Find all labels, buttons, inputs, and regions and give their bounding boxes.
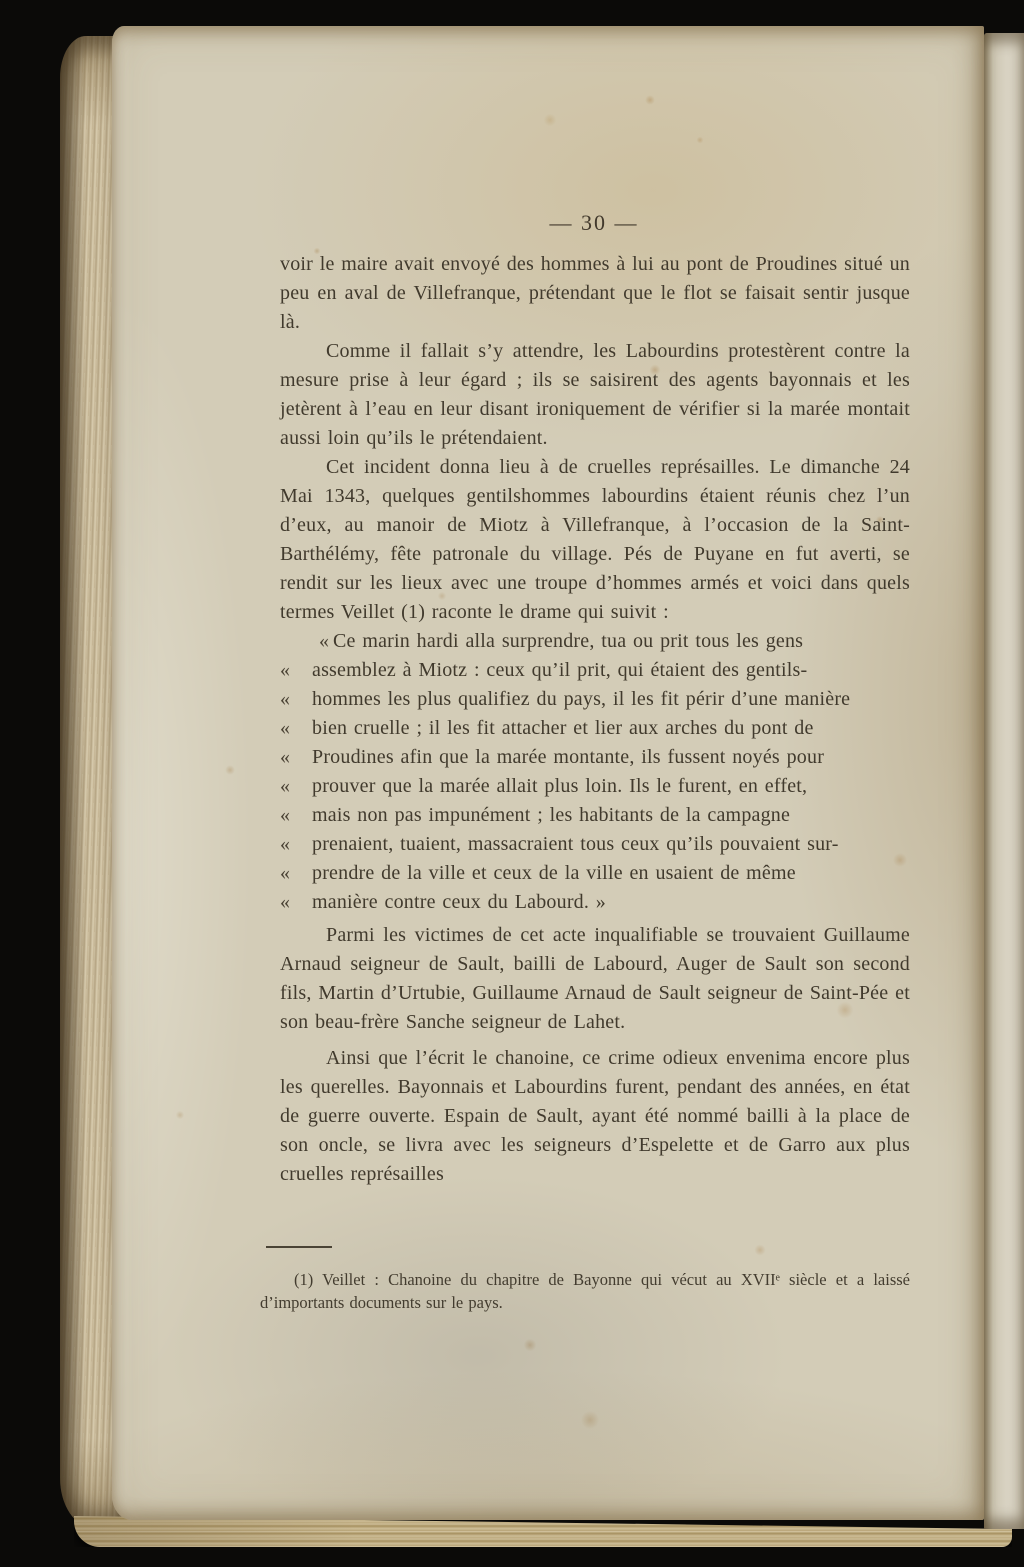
quotation-block	[280, 627, 910, 917]
quote-line	[280, 685, 910, 714]
quote-line-text: hommes les plus qualifiez du pays, il les fit périr d’une manière	[312, 688, 851, 710]
page-number: — 30 —	[549, 210, 639, 235]
quote-line	[280, 888, 910, 917]
bottom-page-edges	[74, 1516, 1012, 1547]
quote-line-text: Ce marin hardi alla surprendre, tua ou prit tous les gens	[333, 630, 804, 652]
quote-line-text: prouver que la marée allait plus loin. Ils le furent, en effet,	[312, 775, 808, 797]
book-page	[112, 26, 984, 1520]
footnote-separator	[266, 1246, 332, 1248]
guillemet-open-icon: «	[280, 746, 291, 768]
quote-line-text: assemblez à Miotz : ceux qu’il prit, qui étaient des gentils-	[312, 659, 808, 681]
guillemet-open-icon: «	[280, 891, 291, 913]
guillemet-open-icon: «	[280, 688, 291, 710]
adjacent-page-edge	[984, 33, 1024, 1529]
quote-line	[280, 656, 910, 685]
paragraph-3: Cet incident donna lieu à de cruelles représailles. Le dimanche 24 Mai 1343, quelques gentilshommes labourdins étaient réunis chez l’un d’eux, au manoir de Miotz à Villefranque, à l’occasion de la Saint-Barthélémy, fête patronale du village. Pés de Puyane en fut averti, se rendit sur les lieux avec une troupe d’hommes armés et voici dans quels termes Veillet (1) raconte le drame qui suivit :	[280, 456, 910, 623]
guillemet-open-icon: «	[280, 717, 291, 739]
quote-line-text: prendre de la ville et ceux de la ville en usaient de même	[312, 862, 796, 884]
paragraph-5: Ainsi que l’écrit le chanoine, ce crime odieux envenima encore plus les querelles. Bayonnais et Labourdins furent, pendant des années, en état de guerre ouverte. Espain de Sault, ayant été nommé bailli à la place de son oncle, se livra avec les seigneurs d’Espelette et de Garro aux plus cruelles représailles	[280, 1047, 910, 1185]
body-text	[280, 250, 910, 1189]
quote-line-text: mais non pas impunément ; les habitants de la campagne	[312, 804, 791, 826]
quote-line	[280, 801, 910, 830]
guillemet-open-icon: «	[280, 775, 291, 797]
quote-line	[280, 743, 910, 772]
quote-line	[280, 830, 910, 859]
quote-line	[280, 859, 910, 888]
footnote-text: (1) Veillet : Chanoine du chapitre de Bayonne qui vécut au XVIIᵉ siècle et a laissé d’importants documents sur le pays.	[260, 1270, 910, 1312]
quote-line-text: bien cruelle ; il les fit attacher et lier aux arches du pont de	[312, 717, 814, 739]
paragraph-2: Comme il fallait s’y attendre, les Labourdins protestèrent contre la mesure prise à leur égard ; ils se saisirent des agents bayonnais et les jetèrent à l’eau en leur disant ironiquement de vérifier si la marée montait aussi loin qu’ils le prétendaient.	[280, 340, 910, 449]
quote-line-text: prenaient, tuaient, massacraient tous ceux qu’ils pouvaient sur-	[312, 833, 839, 855]
quote-line-text: manière contre ceux du Labourd. »	[312, 891, 606, 913]
paragraph-1: voir le maire avait envoyé des hommes à lui au pont de Proudines situé un peu en aval de Villefranque, prétendant que le flot se faisait sentir jusque là.	[280, 253, 910, 333]
guillemet-open-icon: «	[280, 862, 291, 884]
quote-line	[280, 772, 910, 801]
guillemet-open-icon: «	[280, 659, 291, 681]
quote-line	[280, 714, 910, 743]
quote-line-text: Proudines afin que la marée montante, ils fussent noyés pour	[312, 746, 825, 768]
quote-line	[280, 627, 910, 656]
guillemet-open-icon: «	[280, 804, 291, 826]
guillemet-open-icon: «	[280, 833, 291, 855]
guillemet-open-icon: «	[319, 630, 330, 652]
paragraph-4: Parmi les victimes de cet acte inqualifiable se trouvaient Guillaume Arnaud seigneur de Sault, bailli de Labourd, Auger de Sault son second fils, Martin d’Urtubie, Guillaume Arnaud de Sault seigneur de Saint-Pée et son beau-frère Sanche seigneur de Lahet.	[280, 924, 910, 1033]
